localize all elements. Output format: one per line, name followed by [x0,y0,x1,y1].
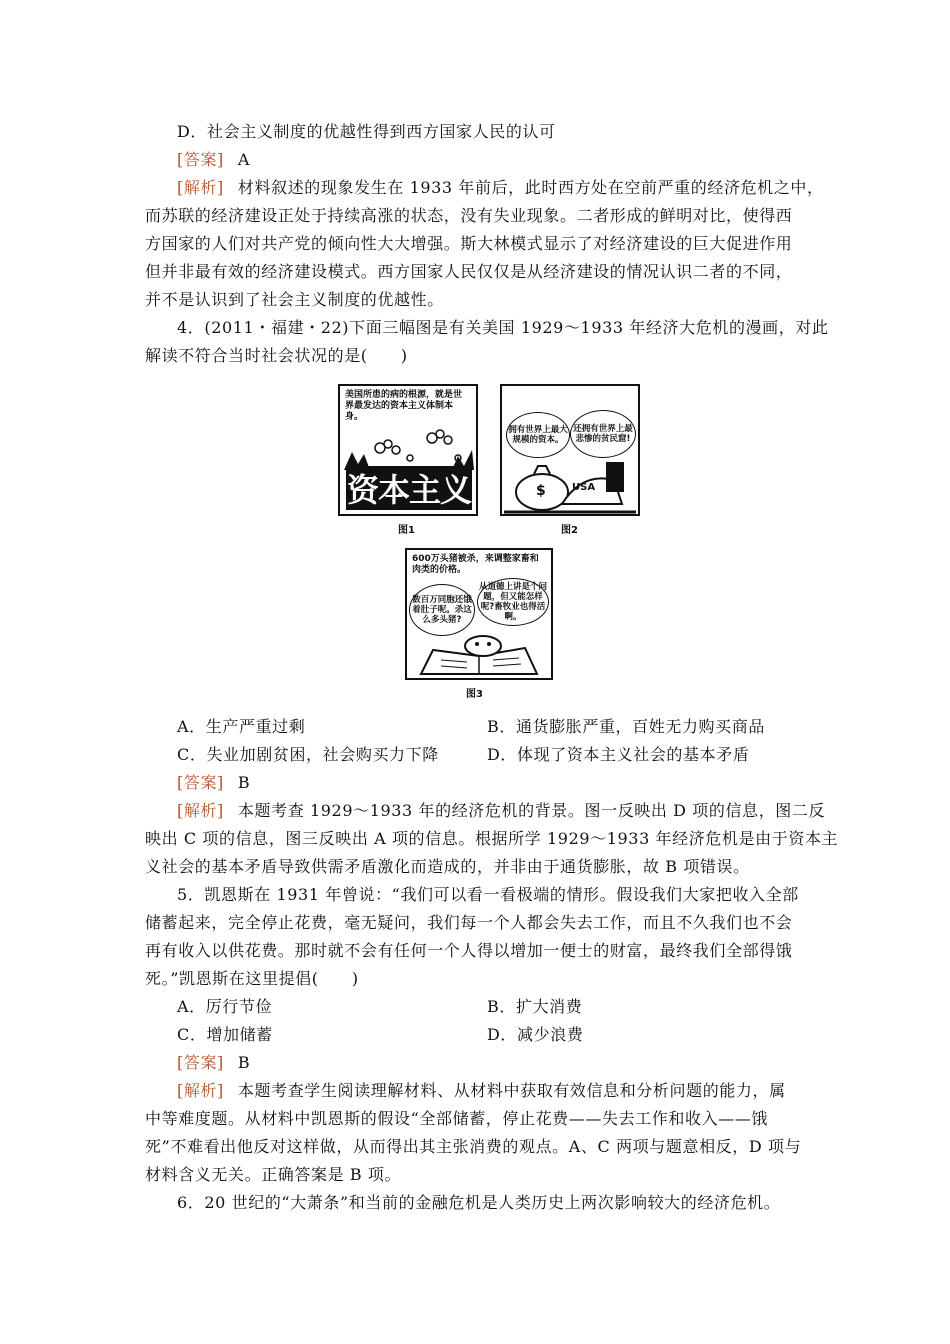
q5-stem-line-2: 储蓄起来，完全停止花费，毫无疑问，我们每一个人都会失去工作，而且不久我们也不会 [145,913,793,932]
q4-option-d: D．体现了资本主义社会的基本矛盾 [487,745,750,764]
answer-value: A [237,150,251,169]
cartoon-figure-2 [500,384,640,516]
q5-stem-line-3: 再有收入以供花费。那时就不会有任何一个人得以增加一便士的财富，最终我们全部得饿 [145,941,793,960]
q5-explain-line-2: 中等难度题。从材料中凯恩斯的假设“全部储蓄，停止花费——失去工作和收入——饿 [145,1109,768,1128]
q4-stem-line-1: 4．(2011・福建・22)下面三幅图是有关美国 1929～1933 年经济大危机的漫画，对此 [177,318,829,337]
q3-explain-line-3: 方国家的人们对共产党的倾向性大大增强。斯大林模式显示了对经济建设的巨大促进作用 [145,234,793,253]
q5-options-row-2 [177,1025,584,1045]
q5-explain-line-3: 死”不难看出他反对这样做，从而得出其主张消费的观点。A、C 两项与题意相反，D 项与 [145,1137,802,1156]
newspaper-icon [407,630,551,676]
q4-option-a: A．生产严重过剩 [177,717,306,736]
q3-option-d: D．社会主义制度的优越性得到西方国家人民的认可 [177,122,556,141]
fig3-top-text: 600万头猪被杀，来调整家畜和肉类的价格。 [412,554,539,575]
q5-explain-line-4: 材料含义无关。正确答案是 B 项。 [145,1165,402,1184]
q4-option-b: B．通货膨胀严重，百姓无力购买商品 [487,717,765,736]
fig3-bubble-right: 从道德上讲是个问题，但又能怎样呢?畜牧业也得活啊。 [477,578,549,626]
cartoon-figure-3 [405,548,553,680]
fig1-caption-text: 美国所患的病的根源，就是世界最发达的资本主义体制本身。 [345,390,463,422]
fig3-bubble-left: 数百万同胞还饿着肚子呢。杀这么多头猪? [409,584,475,636]
q5-stem-line-4: 死。”凯恩斯在这里提倡( ) [145,969,359,988]
fig1-caption: 图1 [398,525,415,536]
explain-text: 本题考查学生阅读理解材料、从材料中获取有效信息和分析问题的能力，属 [237,1081,786,1100]
explain-text: 材料叙述的现象发生在 1933 年前后，此时西方处在空前严重的经济危机之中， [237,178,824,197]
fig2-bubble-right: 还拥有世界上最悲惨的贫民窟! [570,410,636,458]
explain-tag: [解析] [177,801,224,820]
q5-option-a: A．厉行节俭 [177,997,273,1016]
q3-answer [177,150,250,170]
fig3-caption: 图3 [466,689,483,700]
q3-explain-line-1 [177,178,824,198]
q4-options-row-1 [177,717,765,737]
answer-tag: [答案] [177,773,224,792]
q3-explain-line-2: 而苏联的经济建设正处于持续高涨的状态，没有失业现象。二者形成的鲜明对比，使得西 [145,206,793,225]
q5-answer [177,1053,250,1073]
q3-explain-line-5: 并不是认识到了社会主义制度的优越性。 [145,290,444,309]
answer-value: B [237,1053,251,1072]
fig2-bubble-left: 拥有世界上最大规模的资本。 [506,412,570,458]
q4-explain-line-2: 映出 C 项的信息，图三反映出 A 项的信息。根据所学 1929～1933 年经济危机是由于资本主 [145,829,839,848]
q6-stem-line-1: 6．20 世纪的“大萧条”和当前的金融危机是人类历史上两次影响较大的经济危机。 [177,1193,781,1212]
answer-tag: [答案] [177,150,224,169]
q5-options-row-1 [177,997,583,1017]
q4-answer [177,773,250,793]
q4-explain-line-3: 义社会的基本矛盾导致供需矛盾激化而造成的，并非由于通货膨胀，故 B 项错误。 [145,857,750,876]
cartoon-figure-1 [338,384,478,516]
q4-option-c: C．失业加剧贫困，社会购买力下降 [177,745,439,764]
q5-stem-line-1: 5．凯恩斯在 1931 年曾说：“我们可以看一看极端的情形。假设我们大家把收入全部 [177,885,799,904]
q5-option-b: B．扩大消费 [487,997,583,1016]
fig2-caption: 图2 [561,525,578,536]
explain-tag: [解析] [177,1081,224,1100]
q5-option-d: D．减少浪费 [487,1025,584,1044]
money-bag-icon [502,452,638,514]
q4-explain-line-1 [177,801,825,821]
fig2-dollar-sign: $ [536,483,546,499]
q5-explain-line-1 [177,1081,786,1101]
answer-value: B [237,773,251,792]
fig1-big-text: 资本主义 [346,466,472,510]
answer-tag: [答案] [177,1053,224,1072]
explain-text: 本题考查 1929～1933 年的经济危机的背景。图一反映出 D 项的信息，图二反 [237,801,826,820]
fig2-usa-label: USA [572,482,596,493]
q3-explain-line-4: 但并非最有效的经济建设模式。西方国家人民仅仅是从经济建设的情况认识二者的不同， [145,262,793,281]
q5-option-c: C．增加储蓄 [177,1025,273,1044]
q4-stem-line-2: 解读不符合当时社会状况的是( ) [145,346,408,365]
explain-tag: [解析] [177,178,224,197]
q4-options-row-2 [177,745,750,765]
